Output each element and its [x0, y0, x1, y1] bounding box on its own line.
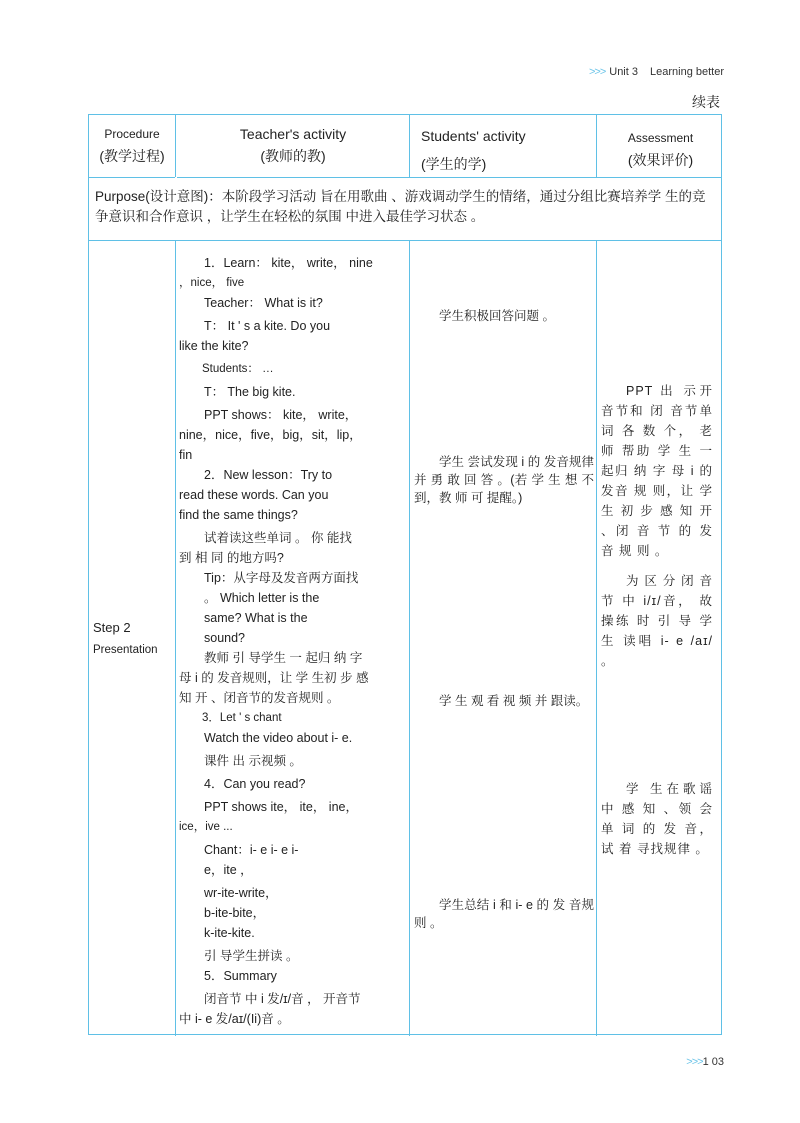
- teacher-line: k-ite-kite.: [204, 926, 255, 940]
- header-assessment-zh: (效果评价): [627, 152, 694, 168]
- teacher-line: nine，nice，five，big，sit，lip，: [179, 428, 362, 442]
- header-assessment-en: Assessment: [627, 131, 694, 145]
- teacher-line: 闭音节 中 i 发/ɪ/音 ， 开音节: [204, 992, 361, 1006]
- header-students: [411, 125, 571, 175]
- assessment-3: 学 生在歌谣 中 感 知 、领 会 单 词 的 发 音， 试 着 寻找规律 。: [601, 782, 713, 856]
- teacher-line: 母 i 的 发音规则，让 学 生初 步 感: [179, 671, 369, 685]
- teacher-line: like the kite?: [179, 339, 249, 353]
- teacher-line: wr-ite-write，: [204, 886, 278, 900]
- continued-label: 续表: [692, 94, 720, 110]
- running-header: [589, 66, 724, 78]
- running-header-title: Learning better: [650, 66, 724, 78]
- teacher-line: T： The big kite.: [204, 385, 296, 399]
- assessment-1: PPT 出 示开 音节和 闭 音节单 词 各 数 个， 老 师 帮助 学 生 一 起归 纳 字 母 i 的 发音 规 则，让 学 生 初 步 感 知 开 、闭 音 节 的 发 音 规 则 。: [601, 384, 713, 558]
- teacher-line: 引 导学生拼读 。: [204, 949, 299, 963]
- teacher-line: ，nice， five: [179, 277, 245, 289]
- students-activity-3: 学 生 观 看 视 频 并 跟读。: [439, 694, 589, 708]
- running-header-arrows: >>>: [588, 66, 606, 78]
- teacher-line: 5．Summary: [204, 969, 277, 983]
- teacher-line: read these words. Can you: [179, 488, 329, 502]
- teacher-line: 试着读这些单词 。 你 能找: [204, 531, 352, 545]
- header-procedure-en: Procedure: [104, 127, 160, 141]
- students-activity-1: 学生积极回答问题 。: [439, 309, 555, 323]
- teacher-line: 中 i- e 发/aɪ/(Ii)音 。: [179, 1012, 290, 1026]
- teacher-line: Teacher： What is it?: [204, 296, 323, 310]
- teacher-line: fin: [179, 448, 193, 462]
- teacher-line: PPT shows： kite， write，: [204, 408, 358, 422]
- teacher-line: same? What is the: [204, 611, 308, 625]
- column-divider-3-body: [596, 240, 597, 1036]
- teacher-line: 课件 出 示视频 。: [204, 754, 302, 768]
- header-students-en: Students' activity: [421, 128, 526, 144]
- teacher-line: 3．Let ' s chant: [202, 712, 282, 724]
- teacher-line: Students： …: [202, 363, 274, 375]
- teacher-line: 。 Which letter is the: [204, 591, 320, 605]
- teacher-line: ice，ive ...: [179, 821, 233, 833]
- teacher-line: Tip：从字母及发音两方面找: [204, 571, 359, 585]
- lesson-table: [88, 114, 722, 1035]
- page-number-arrows: >>>: [686, 1056, 703, 1068]
- purpose-text: Purpose(设计意图)：本阶段学习活动 旨在用歌曲 、游戏调动学生的情绪，通过分组比赛培养学 生的竞争意识和合作意识 ，让学生在轻松的氛围 中进入最佳学习状态 。: [95, 189, 706, 224]
- teacher-line: 知 开 、闭音节的发音规则 。: [179, 691, 340, 705]
- step-number: Step 2: [93, 620, 131, 635]
- header-teacher: [177, 123, 409, 167]
- header-students-zh: (学生的学): [421, 156, 487, 172]
- teacher-line: Chant：i- e i- e i-: [204, 843, 299, 857]
- teacher-activity: [179, 253, 403, 1029]
- header-procedure-zh: (教学过程): [99, 148, 165, 164]
- step-name: Presentation: [93, 644, 158, 656]
- teacher-line: find the same things?: [179, 508, 298, 522]
- running-header-unit: Unit 3: [609, 66, 638, 78]
- row-divider-header: [89, 177, 721, 178]
- header-procedure: [89, 123, 175, 167]
- teacher-line: Watch the video about i- e.: [204, 731, 353, 745]
- teacher-line: 到 相 同 的地方吗?: [179, 551, 284, 565]
- teacher-line: sound?: [204, 631, 246, 645]
- step-label: [93, 617, 158, 661]
- page-number-value: 1 03: [702, 1056, 724, 1068]
- column-divider-2-body: [409, 240, 410, 1036]
- teacher-line: T： It ' s a kite. Do you: [204, 319, 331, 333]
- teacher-line: 教师 引 导学生 一 起归 纳 字: [204, 651, 363, 665]
- column-divider-1: [175, 115, 176, 1036]
- teacher-line: 4．Can you read?: [204, 777, 306, 791]
- column-divider-2-header: [409, 115, 410, 177]
- page-number: [686, 1056, 724, 1068]
- teacher-line: 1．Learn： kite， write， nine: [204, 256, 373, 270]
- row-divider-purpose: [89, 240, 721, 241]
- students-activity-2: 学生 尝试发现 i 的 发音规律并 勇 敢 回 答 。(若 学 生 想 不 到，教 师 可 提醒。): [414, 455, 594, 505]
- teacher-line: b-ite-bite，: [204, 906, 266, 920]
- header-assessment: [598, 127, 723, 171]
- column-divider-3-header: [596, 115, 597, 177]
- assessment-2: 为 区 分 闭 音 节 中 i/ɪ/音， 故 操练 时 引 导 学 生 读唱 i- e /aɪ/ 。: [601, 574, 713, 668]
- students-activity-4: 学生总结 i 和 i- e 的 发 音规则 。: [414, 898, 594, 930]
- header-teacher-en: Teacher's activity: [239, 126, 347, 142]
- teacher-line: 2．New lesson：Try to: [204, 468, 333, 482]
- teacher-line: e，ite ，: [204, 863, 253, 877]
- header-teacher-zh: (教师的教): [260, 148, 326, 164]
- teacher-line: PPT shows ite， ite， ine，: [204, 800, 358, 814]
